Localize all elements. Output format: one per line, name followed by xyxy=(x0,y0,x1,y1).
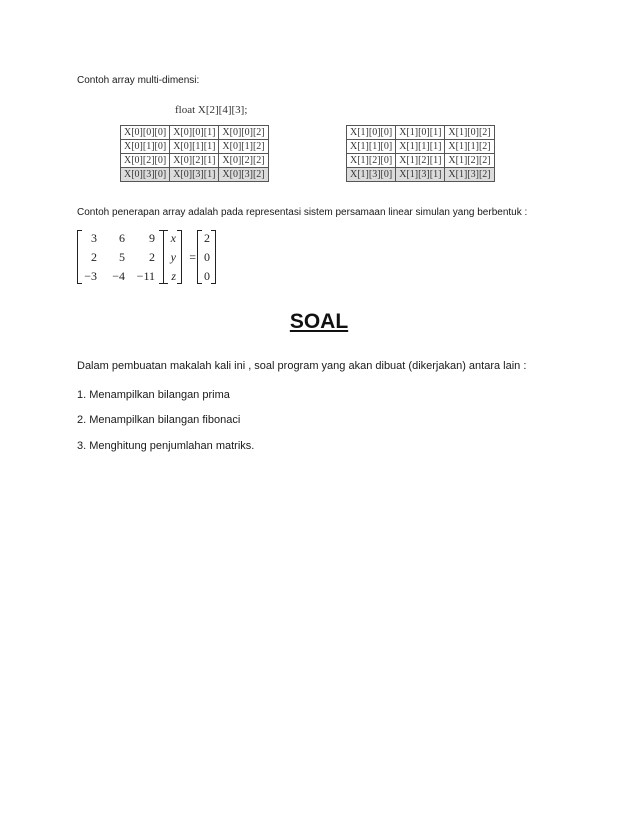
table-row xyxy=(121,140,269,154)
table-cell: X[1][3][1] xyxy=(396,168,445,182)
section-heading: SOAL xyxy=(289,310,349,333)
constant-cell: 2 xyxy=(204,231,210,245)
table-row xyxy=(347,126,495,140)
table-cell: X[1][1][1] xyxy=(396,140,445,154)
variable-cell: z xyxy=(171,269,176,283)
list-item: 2. Menampilkan bilangan fibonaci xyxy=(77,414,241,426)
table-cell: X[1][2][1] xyxy=(396,154,445,168)
matrix-cell: −4 xyxy=(112,269,125,283)
array-table-left xyxy=(120,125,269,182)
table-cell: X[1][0][0] xyxy=(347,126,396,140)
table-cell: X[0][3][2] xyxy=(219,168,268,182)
table-row xyxy=(347,140,495,154)
matrix-cell: −11 xyxy=(136,269,155,283)
table-row xyxy=(347,154,495,168)
table-cell: X[0][2][2] xyxy=(219,154,268,168)
table-cell: X[0][3][1] xyxy=(170,168,219,182)
lead-text: Dalam pembuatan makalah kali ini , soal program yang akan dibuat (dikerjakan) antara lain : xyxy=(77,360,527,372)
table-cell: X[1][3][0] xyxy=(347,168,396,182)
table-cell: X[1][0][1] xyxy=(396,126,445,140)
right-bracket xyxy=(211,230,216,284)
list-item: 1. Menampilkan bilangan prima xyxy=(77,389,230,401)
table-cell: X[0][1][0] xyxy=(121,140,170,154)
table-row xyxy=(121,154,269,168)
table-cell: X[0][0][2] xyxy=(219,126,268,140)
table-cell: X[1][3][2] xyxy=(445,168,494,182)
matrix-cell: 5 xyxy=(119,250,125,264)
table-cell: X[1][0][2] xyxy=(445,126,494,140)
matrix-cell: −3 xyxy=(84,269,97,283)
table-cell: X[0][2][0] xyxy=(121,154,170,168)
array-table-right xyxy=(346,125,495,182)
matrix-cell: 6 xyxy=(119,231,125,245)
table-cell: X[0][1][1] xyxy=(170,140,219,154)
table-cell: X[1][2][0] xyxy=(347,154,396,168)
table-cell: X[1][1][0] xyxy=(347,140,396,154)
table-row xyxy=(121,126,269,140)
variable-cell: y xyxy=(170,250,176,264)
equals-sign: = xyxy=(189,250,196,264)
matrix-cell: 9 xyxy=(149,231,155,245)
table-cell: X[1][2][2] xyxy=(445,154,494,168)
right-bracket xyxy=(177,230,182,284)
matrix-equation xyxy=(77,228,237,288)
list-item: 3. Menghitung penjumlahan matriks. xyxy=(77,440,255,452)
table-cell: X[0][2][1] xyxy=(170,154,219,168)
matrix-cell: 2 xyxy=(149,250,155,264)
table-cell: X[1][1][2] xyxy=(445,140,494,154)
table-cell: X[0][0][0] xyxy=(121,126,170,140)
constant-cell: 0 xyxy=(204,269,210,283)
matrix-cell: 3 xyxy=(91,231,97,245)
intro-multi-text: Contoh array multi-dimensi: xyxy=(77,75,200,86)
table-cell: X[0][3][0] xyxy=(121,168,170,182)
variable-cell: x xyxy=(170,231,176,245)
constant-cell: 0 xyxy=(204,250,210,264)
table-cell: X[0][0][1] xyxy=(170,126,219,140)
table-row xyxy=(347,168,495,182)
table-cell: X[0][1][2] xyxy=(219,140,268,154)
intro-linear-text: Contoh penerapan array adalah pada representasi sistem persamaan linear simulan yang berbentuk : xyxy=(77,207,528,218)
table-row xyxy=(121,168,269,182)
matrix-cell: 2 xyxy=(91,250,97,264)
figure-caption: float X[2][4][3]; xyxy=(175,104,248,116)
